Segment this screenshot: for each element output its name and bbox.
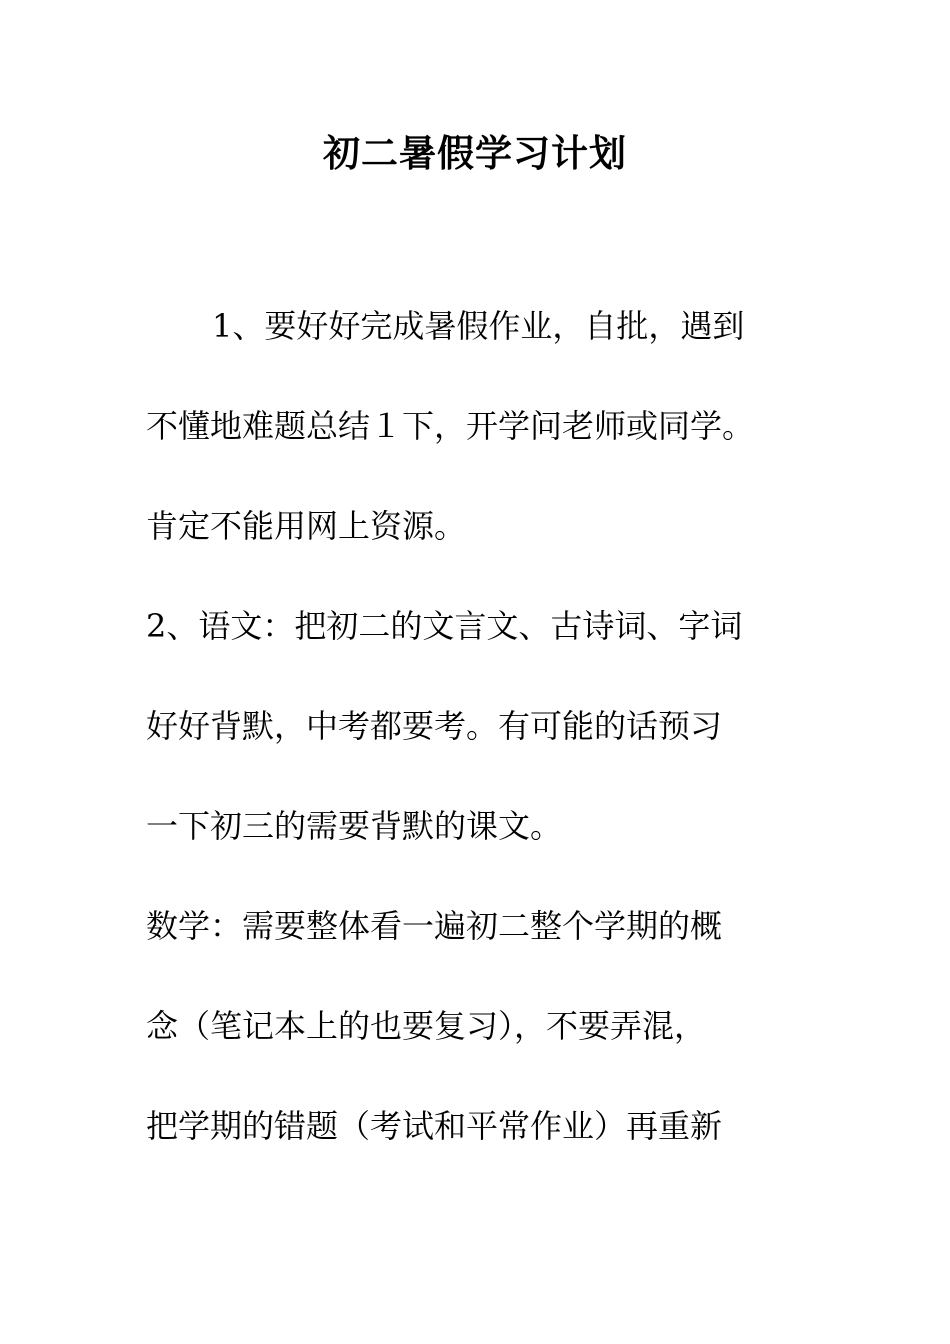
body-line-1: 1、要好好完成暑假作业，自批，遇到 (212, 307, 745, 345)
document-title: 初二暑假学习计划 (323, 132, 627, 175)
body-line-9: 把学期的错题（考试和平常作业）再重新 (146, 1107, 723, 1145)
body-line-4: 2、语文：把初二的文言文、古诗词、字词 (146, 607, 743, 645)
body-line-3: 肯定不能用网上资源。 (146, 507, 467, 545)
body-line-2: 不懂地难题总结１下，开学问老师或同学。 (146, 407, 755, 445)
body-line-6: 一下初三的需要背默的课文。 (146, 807, 563, 845)
body-line-8: 念（笔记本上的也要复习），不要弄混， (146, 1007, 707, 1045)
body-line-5: 好好背默，中考都要考。有可能的话预习 (146, 707, 723, 745)
document-body (146, 294, 806, 1194)
body-line-7: 数学：需要整体看一遍初二整个学期的概 (146, 907, 723, 945)
